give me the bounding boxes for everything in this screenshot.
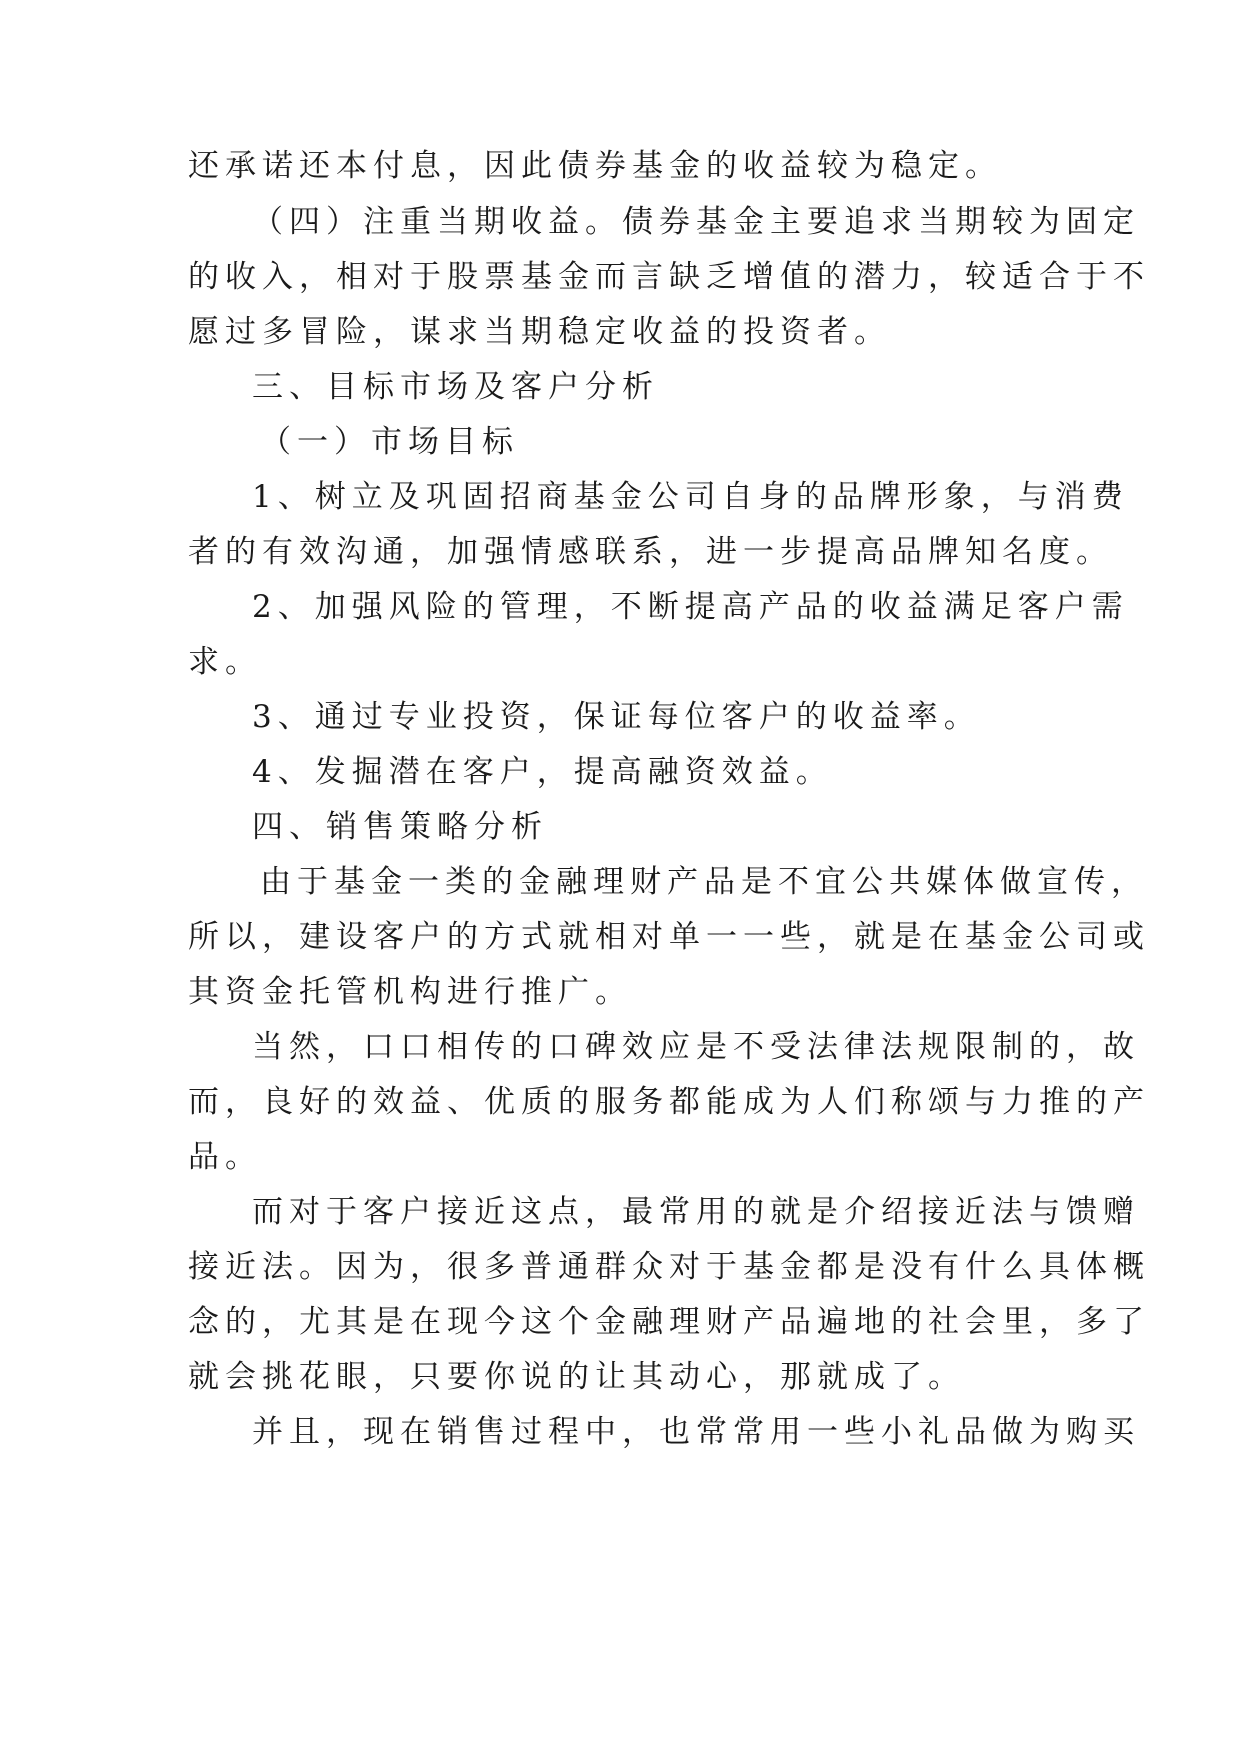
text-line: 并且，现在销售过程中，也常常用一些小礼品做为购买 bbox=[252, 1414, 1140, 1450]
text-line: 接近法。因为，很多普通群众对于基金都是没有什么具体概 bbox=[188, 1249, 1150, 1285]
text-line: 2、加强风险的管理，不断提高产品的收益满足客户需 bbox=[252, 589, 1129, 625]
text-line: 愿过多冒险，谋求当期稳定收益的投资者。 bbox=[188, 314, 891, 350]
text-line: 其资金托管机构进行推广。 bbox=[188, 974, 632, 1010]
text-line: 念的，尤其是在现今这个金融理财产品遍地的社会里，多了 bbox=[188, 1304, 1150, 1340]
text-line: 4、发掘潜在客户，提高融资效益。 bbox=[252, 754, 833, 790]
text-line: （四）注重当期收益。债券基金主要追求当期较为固定 bbox=[252, 204, 1140, 240]
text-line: 品。 bbox=[188, 1139, 262, 1175]
text-line: 由于基金一类的金融理财产品是不宜公共媒体做宣传， bbox=[260, 864, 1148, 900]
text-line: 的收入，相对于股票基金而言缺乏增值的潜力，较适合于不 bbox=[188, 259, 1150, 295]
text-line: 3、通过专业投资，保证每位客户的收益率。 bbox=[252, 699, 981, 735]
subsection-heading: （一）市场目标 bbox=[260, 424, 519, 460]
text-line: 求。 bbox=[188, 644, 262, 680]
section-heading: 四、销售策略分析 bbox=[252, 809, 548, 845]
text-line: 所以，建设客户的方式就相对单一一些，就是在基金公司或 bbox=[188, 919, 1150, 955]
text-line: 就会挑花眼，只要你说的让其动心，那就成了。 bbox=[188, 1359, 965, 1395]
text-line: 而，良好的效益、优质的服务都能成为人们称颂与力推的产 bbox=[188, 1084, 1150, 1120]
text-line: 者的有效沟通，加强情感联系，进一步提高品牌知名度。 bbox=[188, 534, 1113, 570]
text-line: 还承诺还本付息，因此债券基金的收益较为稳定。 bbox=[188, 148, 1002, 184]
section-heading: 三、目标市场及客户分析 bbox=[252, 369, 659, 405]
text-line: 1、树立及巩固招商基金公司自身的品牌形象，与消费 bbox=[252, 479, 1129, 515]
text-line: 当然，口口相传的口碑效应是不受法律法规限制的，故 bbox=[252, 1029, 1140, 1065]
text-line: 而对于客户接近这点，最常用的就是介绍接近法与馈赠 bbox=[252, 1194, 1140, 1230]
